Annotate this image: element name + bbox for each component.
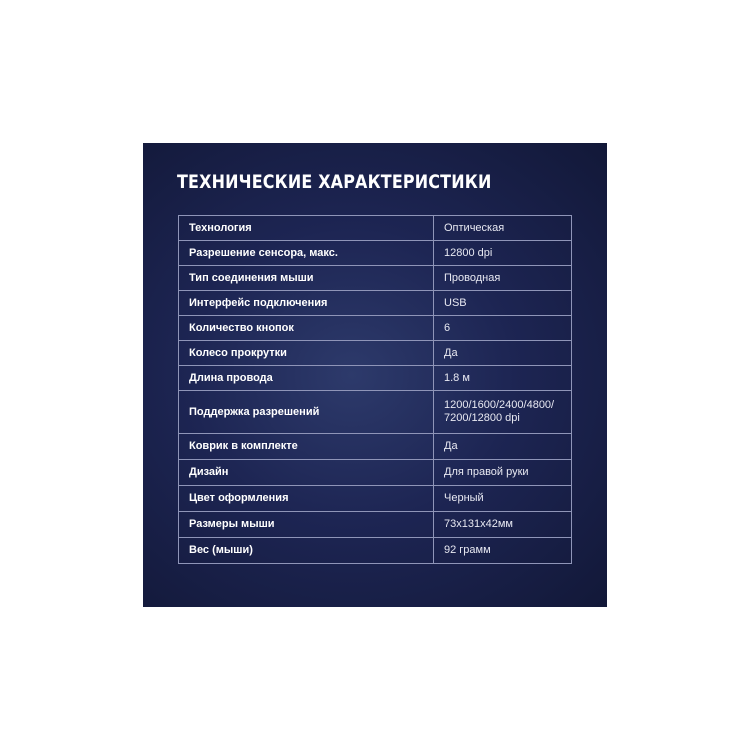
table-row: [179, 538, 572, 564]
table-row: [179, 434, 572, 460]
spec-value: 73х131х42мм: [434, 512, 572, 538]
spec-label: Размеры мыши: [179, 512, 434, 538]
spec-value: 12800 dpi: [434, 241, 572, 266]
spec-label: Интерфейс подключения: [179, 291, 434, 316]
spec-label: Дизайн: [179, 460, 434, 486]
spec-table: [178, 215, 572, 564]
spec-label: Поддержка разрешений: [179, 391, 434, 434]
spec-label: Цвет оформления: [179, 486, 434, 512]
table-row: [179, 486, 572, 512]
spec-value: Да: [434, 434, 572, 460]
spec-label: Колесо прокрутки: [179, 341, 434, 366]
table-row: [179, 316, 572, 341]
spec-value: Черный: [434, 486, 572, 512]
spec-value: USB: [434, 291, 572, 316]
spec-value: 1200/1600/2400/4800/ 7200/12800 dpi: [434, 391, 572, 434]
spec-value: Проводная: [434, 266, 572, 291]
spec-label: Технология: [179, 216, 434, 241]
spec-value: Да: [434, 341, 572, 366]
spec-label: Количество кнопок: [179, 316, 434, 341]
table-row: [179, 241, 572, 266]
page-title: ТЕХНИЧЕСКИЕ ХАРАКТЕРИСТИКИ: [177, 171, 492, 193]
table-row: [179, 216, 572, 241]
table-row: [179, 291, 572, 316]
table-row: [179, 391, 572, 434]
spec-label: Вес (мыши): [179, 538, 434, 564]
spec-label: Коврик в комплекте: [179, 434, 434, 460]
table-row: [179, 266, 572, 291]
table-row: [179, 460, 572, 486]
spec-label: Разрешение сенсора, макс.: [179, 241, 434, 266]
table-row: [179, 512, 572, 538]
spec-label: Длина провода: [179, 366, 434, 391]
table-row: [179, 341, 572, 366]
spec-card: [143, 143, 607, 607]
spec-value: Оптическая: [434, 216, 572, 241]
spec-value: 6: [434, 316, 572, 341]
table-row: [179, 366, 572, 391]
spec-label: Тип соединения мыши: [179, 266, 434, 291]
spec-value: Для правой руки: [434, 460, 572, 486]
spec-value: 1.8 м: [434, 366, 572, 391]
spec-value: 92 грамм: [434, 538, 572, 564]
